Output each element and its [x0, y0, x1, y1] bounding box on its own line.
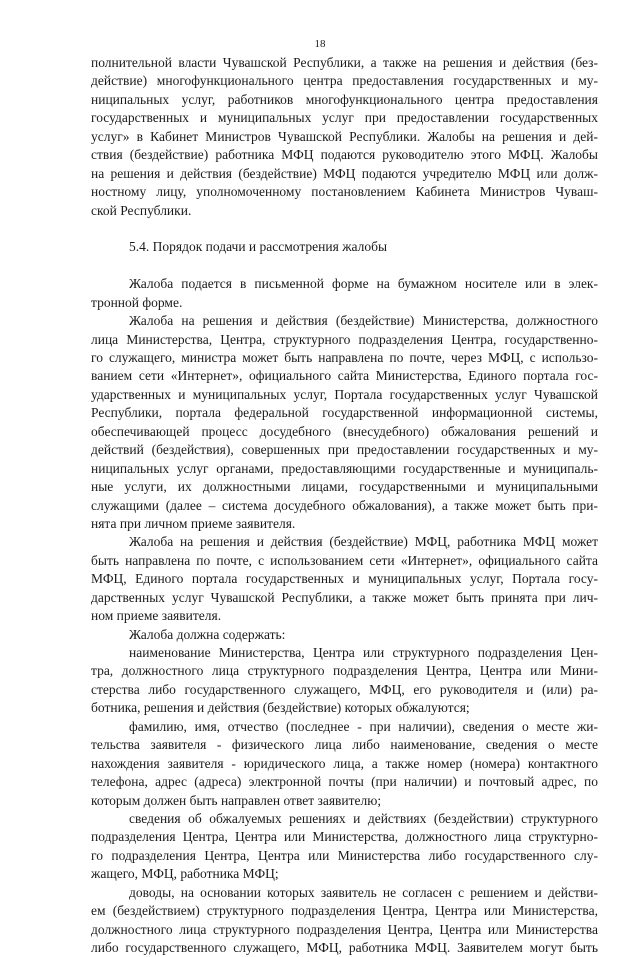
paragraph: [91, 644, 598, 718]
text-line: ской Республики.: [91, 202, 192, 218]
paragraph: [91, 884, 598, 957]
text-line: ные услуги, их должностными лицами, государственными и муниципальными: [91, 479, 598, 495]
paragraph-spacer: [91, 220, 598, 238]
document-body: [91, 54, 598, 957]
text-line: Жалоба должна содержать:: [129, 626, 286, 642]
text-line: ностному лицу, уполномоченному постановлением Кабинета Министров Чуваш-: [91, 184, 598, 200]
text-line: должностного лица структурного подразделения Центра, Центра или Министерства: [91, 921, 598, 937]
text-line: ном приеме заявителя.: [91, 608, 222, 624]
text-line: обеспечивающей процесс досудебного (внесудебного) обжалования решений и: [91, 423, 598, 439]
text-line: действие) многофункционального центра предоставления государственных и му-: [91, 73, 598, 89]
page-number: 18: [314, 38, 326, 50]
text-line: сведения об обжалуемых решениях и действиях (бездействии) структурного: [129, 810, 598, 826]
text-line: Жалоба на решения и действия (бездействие) МФЦ, работника МФЦ может: [129, 534, 598, 550]
text-line: либо государственного служащего, МФЦ, работника МФЦ. Заявителем могут быть: [91, 940, 598, 955]
text-line: полнительной власти Чувашской Республики, а также на решения и действия (без-: [91, 55, 598, 70]
text-line: ниципальных услуг, работников многофункционального центра предоставления: [91, 91, 598, 107]
text-line: наименование Министерства, Центра или структурного подразделения Цен-: [129, 645, 598, 660]
text-line: тронной форме.: [91, 294, 183, 310]
text-line: 5.4. Порядок подачи и рассмотрения жалобы: [129, 239, 388, 255]
section-heading: [91, 238, 598, 256]
paragraph: [91, 54, 598, 220]
paragraph: [91, 533, 598, 625]
text-line: тельства заявителя - физического лица либо наименование, сведения о месте: [91, 737, 598, 753]
text-line: дарственных услуг Чувашской Республики, а также может быть принята при лич-: [91, 589, 598, 605]
text-line: которым должен быть направлен ответ заявителю;: [91, 792, 382, 808]
text-line: тра, должностного лица структурного подразделения Центра, Центра или Мини-: [91, 663, 598, 679]
text-line: государственных и муниципальных услуг при предоставлении государственных: [91, 110, 598, 126]
text-line: доводы, на основании которых заявитель не согласен с решением и действи-: [129, 884, 598, 900]
text-line: фамилию, имя, отчество (последнее - при наличии), сведения о месте жи-: [129, 718, 598, 734]
text-line: служащими (далее – система досудебного обжалования), а также может быть при-: [91, 497, 598, 513]
text-line: ем (бездействием) структурного подразделения Центра, Центра или Министерства,: [91, 903, 598, 919]
text-line: го служащего, министра может быть направлена по почте, через МФЦ, с использо-: [91, 350, 598, 365]
text-line: действий (бездействия), совершенных при предоставлении государственных и му-: [91, 442, 598, 458]
text-line: МФЦ, Единого портала государственных и муниципальных услуг, Портала госу-: [91, 571, 598, 587]
text-line: ванием сети «Интернет», официального сайта Министерства, Единого портала гос-: [91, 368, 598, 384]
text-line: нахождения заявителя - юридического лица, а также номер (номера) контактного: [91, 755, 598, 771]
paragraph: [91, 626, 598, 644]
text-line: жащего, МФЦ, работника МФЦ;: [91, 866, 279, 882]
paragraph: [91, 312, 598, 533]
paragraph: [91, 275, 598, 312]
text-line: ударственных и муниципальных услуг, Портала государственных услуг Чувашской: [91, 386, 598, 402]
text-line: на решения и действия (бездействие) МФЦ подаются учредителю МФЦ или долж-: [91, 165, 598, 181]
text-line: лица Министерства, Центра, структурного подразделения Центра, государственно-: [91, 331, 598, 347]
text-line: нята при личном приеме заявителя.: [91, 515, 296, 531]
text-line: быть направлена по почте, с использованием сети «Интернет», официального сайта: [91, 552, 598, 568]
text-line: подразделения Центра, Центра или Министерства, должностного лица структурно-: [91, 829, 598, 845]
text-line: Жалоба подается в письменной форме на бумажном носителе или в элек-: [129, 276, 598, 292]
text-line: Республики, портала федеральной государственной информационной системы,: [91, 405, 598, 421]
paragraph: [91, 810, 598, 884]
text-line: ниципальных услуг органами, предоставляющими государственные и муниципаль-: [91, 460, 598, 476]
text-line: го подразделения Центра, Центра или Министерства либо государственного слу-: [91, 847, 598, 863]
paragraph-spacer: [91, 257, 598, 275]
text-line: стерства либо государственного служащего, МФЦ, его руководителя и (или) ра-: [91, 681, 598, 697]
text-line: услуг» в Кабинет Министров Чувашской Республики. Жалобы на решения и дей-: [91, 128, 598, 144]
text-line: телефона, адрес (адреса) электронной почты (при наличии) и почтовый адрес, по: [91, 774, 598, 790]
text-line: Жалоба на решения и действия (бездействие) Министерства, должностного: [129, 313, 598, 329]
text-line: ботника, решения и действия (бездействие) которых обжалуются;: [91, 700, 470, 716]
paragraph: [91, 718, 598, 810]
text-line: ствия (бездействие) работника МФЦ подаются руководителю этого МФЦ. Жалобы: [91, 147, 598, 163]
